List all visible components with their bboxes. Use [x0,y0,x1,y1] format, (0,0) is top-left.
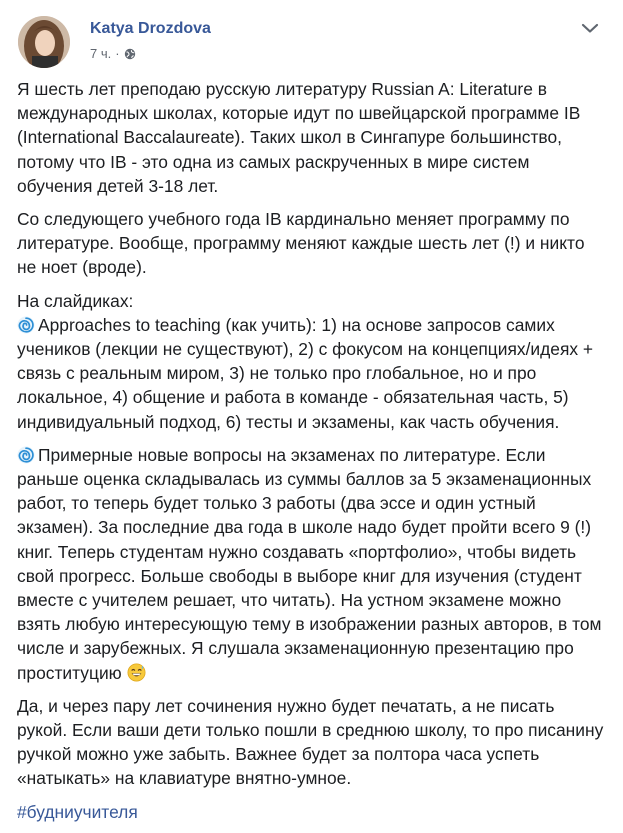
text-line: На слайдиках: [17,290,134,311]
line-text: проституцию [17,662,122,683]
bullet-text: Approaches to teaching (как учить): 1) на основе запросов самих [38,314,555,335]
text-line: взять любую интересующую тему в изображении разных авторов, в том [17,614,602,635]
text-line-with-emoji [17,661,613,685]
hashtag-link[interactable]: #будниучителя [17,801,138,822]
post-paragraph [17,443,613,685]
text-line: Со следующего учебного года IB кардинально меняет программу по [17,209,570,230]
text-line: «натыкать» на клавиатуре внятно-умное. [17,768,352,789]
post-paragraph [17,207,613,280]
author-name[interactable]: Katya Drozdova [90,20,211,37]
text-line: книг. Теперь студентам нужно создавать «портфолио», чтобы видеть [17,541,577,562]
text-line: обучения детей 3-18 лет. [17,175,219,196]
cyclone-emoji-icon [17,316,35,334]
grinning-sweat-emoji-icon [127,663,146,682]
post-time[interactable]: 7 ч. [90,46,112,61]
text-line: рукой. Если ваши дети только пошли в среднюю школу, то про писанину [17,720,604,741]
bullet-line [17,313,613,337]
avatar-photo [18,16,70,68]
text-line: раньше оценка складывалась из суммы баллов за 5 экзаменационных [17,469,592,490]
globe-icon[interactable] [124,48,136,60]
text-line: международных школах, которые идут по швейцарской программе IB [17,103,581,124]
text-line: индивидуальный подход, 6) тесты и экзамены, как часть обучения. [17,411,560,432]
text-line: ручкой можно уже забыть. Важнее будет за полтора часа успеть [17,744,540,765]
post-meta: 7 ч. · [90,46,136,61]
text-line: связь с реальным миром, 3) не только про глобальное, но и про [17,363,537,384]
text-line: локальное, 4) общение и работа в команде - обязательная часть, 5) [17,387,569,408]
post-header [12,12,611,68]
post-paragraph [17,77,613,198]
post-paragraph [17,694,613,791]
text-line: экзамен). За последние два года в школе надо будет пройти всего 9 (!) [17,517,592,538]
bullet-line [17,443,613,467]
text-line: работ, то теперь будет только 3 работы (два эссе и один устный [17,493,536,514]
text-line: Я шесть лет преподаю русскую литературу Russian A: Literature в [17,79,547,99]
text-line: литературе. Вообще, программу меняют каждые шесть лет (!) и никто [17,233,585,254]
text-line: потому что IB - это одна из самых раскрученных в мире систем [17,151,530,172]
post-body [17,77,613,833]
post-paragraph [17,289,613,434]
cyclone-emoji-icon [17,446,35,464]
text-line: числе и зарубежных. Я слушала экзаменационную презентацию про [17,638,574,659]
avatar[interactable] [18,16,70,68]
chevron-down-icon[interactable] [581,22,599,34]
text-line: свой прогресс. Больше свободы в выборе книг для изучения (студент [17,565,582,586]
text-line: (International Baccalaureate). Таких школ в Сингапуре большинство, [17,127,562,148]
text-line: не ноет (вроде). [17,257,147,278]
bullet-text: Примерные новые вопросы на экзаменах по литературе. Если [38,444,546,465]
text-line: учеников (лекции не существуют), 2) с фокусом на концепциях/идеях + [17,339,594,360]
hashtag-paragraph [17,800,613,824]
text-line: Да, и через пару лет сочинения нужно будет печатать, а не писать [17,695,555,716]
text-line: вместе с учителем решает, что читать). На устном экзамене можно [17,590,562,611]
